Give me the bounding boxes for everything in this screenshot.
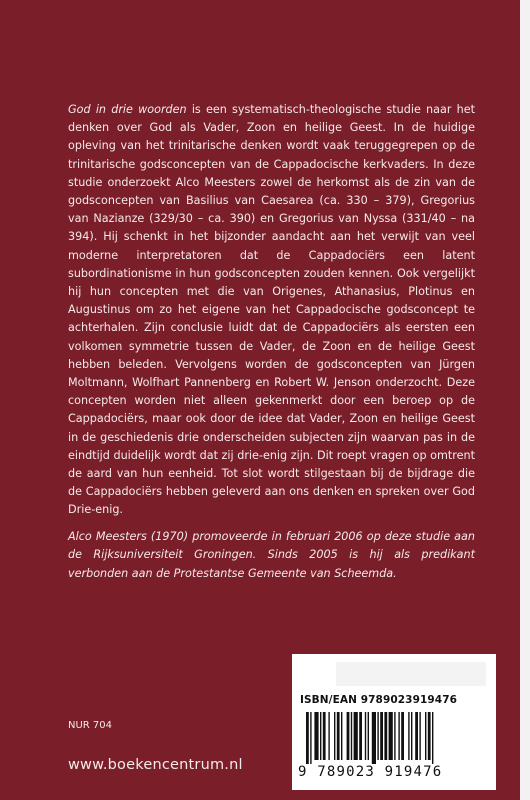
- faint-sticker-area: [336, 662, 486, 686]
- isbn-label: ISBN/EAN 9789023919476: [300, 694, 458, 706]
- barcode-digits: 9 789023 919476: [298, 764, 443, 780]
- barcode-icon: [306, 712, 484, 764]
- page-edge: [520, 0, 530, 800]
- barcode-label: [292, 654, 496, 790]
- nur-code: NUR 704: [68, 720, 113, 731]
- blurb-text: [68, 101, 475, 520]
- blurb-body: is een systematisch-theologische studie naar het denken over God als Vader, Zoon en heilige Geest. In de huidige opleving van het trinitarische denken wordt vaak teruggegrepen op de trinitarische godsconcepten van de Cappadocische kerkvaders. In deze studie onderzoekt Alco Meesters zowel de herkomst als de zin van de godsconcepten van Basilius van Caesarea (ca. 330 – 379), Gregorius van Nazianze (329/30 – ca. 390) en Gregorius van Nyssa (331/40 – na 394). Hij schenkt in het bijzonder aandacht aan het verwijt van veel moderne interpretatoren dat de Cappadociërs een latent subordinationisme in hun godsconcepten zouden kennen. Ook vergelijkt hij hun concepten met die van Origenes, Athanasius, Plotinus en Augustinus om zo het eigene van het Cappadocische godsconcept te achterhalen. Zijn conclusie luidt dat de Cappadociërs als eersten een volkomen symmetrie tussen de Vader, de Zoon en de heilige Geest hebben beleden. Vervolgens worden de godsconcepten van Jürgen Moltmann, Wolfhart Pannenberg en Robert W. Jenson onderzocht. Deze concepten worden niet alleen gekenmerkt door een beroep op de Cappadociërs, maar ook door de idee dat Vader, Zoon en heilige Geest in de geschiedenis drie onderscheiden subjecten zijn waarvan pas in de eindtijd duidelijk wordt dat zij drie-enig zijn. Dit roept vragen op omtrent de aard van hun eenheid. Tot slot wordt stilgestaan bij de bijdrage die de Cappadociërs hebben geleverd aan ons denken en spreken over God Drie-enig.: [68, 103, 475, 517]
- publisher-website: www.boekencentrum.nl: [68, 757, 243, 773]
- book-title-italic: God in drie woorden: [68, 103, 187, 116]
- author-bio: Alco Meesters (1970) promoveerde in februari 2006 op deze studie aan de Rijksuniversiteit Groningen. Sinds 2005 is hij als predikant verbonden aan de Protestantse Gemeente van Scheemda.: [68, 530, 475, 580]
